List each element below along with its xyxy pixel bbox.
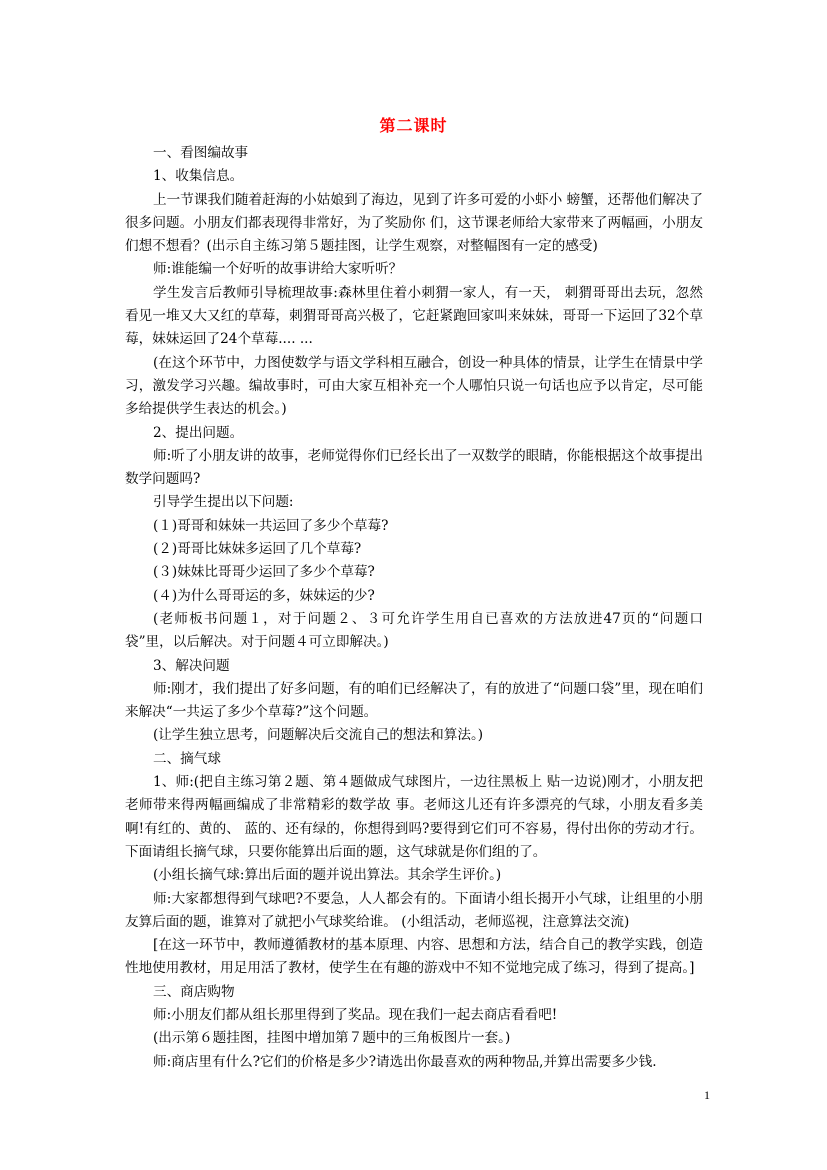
paragraph: (小组长摘气球:算出后面的题并说出算法。其余学生评价。) (153, 867, 502, 884)
paragraph: 上一节课我们随着赶海的小姑娘到了海边，见到了许多可爱的小虾小 螃蟹，还帮他们解决了很多问题。小朋友们都表现得非常好，为了奖励你 们，这节课老师给大家带来了两幅画，小朋友们想不想看？(出示自主练习第５题挂图，让学生观察，对整幅图有一定的感受) (125, 191, 703, 255)
paragraph: (在这个环节中，力图使数学与语文学科相互融合，创设一种具体的情景，让学生在情景中学习，激发学习兴趣。编故事时，可由大家互相补充一个人哪怕只说一句话也应予以肯定，尽可能多给提供学生表达的机会。) (125, 354, 703, 418)
paragraph: 学生发言后教师引导梳理故事:森林里住着小刺猬一家人，有一天， 刺猬哥哥出去玩，忽然看见一堆又大又红的草莓，刺猬哥哥高兴极了，它赶紧跑回家叫来妹妹，哥哥一下运回了32个草莓，妹妹运回了24个草莓.... ... (125, 284, 703, 348)
page-number: 1 (704, 1088, 710, 1102)
paragraph: 师:听了小朋友讲的故事，老师觉得你们已经长出了一双数学的眼睛，你能根据这个故事提出数学问题吗? (125, 447, 703, 488)
paragraph: 师:刚才，我们提出了好多问题，有的咱们已经解决了，有的放进了“问题口袋”里，现在咱们来解决“一共运了多少个草莓?”这个问题。 (125, 680, 703, 721)
paragraph: (出示第６题挂图，挂图中增加第７题中的三角板图片一套。) (153, 1030, 511, 1047)
question-item: (３)妹妹比哥哥少运回了多少个草莓? (153, 564, 375, 581)
subsection-heading: 2、提出问题。 (153, 424, 244, 441)
question-item: (２)哥哥比妹妹多运回了几个草莓? (153, 541, 362, 558)
paragraph: 师:大家都想得到气球吧?不要急，人人都会有的。下面请小组长揭开小气球，让组里的小朋友算后面的题，谁算对了就把小气球奖给谁。 (小组活动，老师巡视，注意算法交流) (125, 890, 703, 930)
paragraph: 1、师:(把自主练习第２题、第４题做成气球图片，一边往黑板上 贴一边说)刚才，小朋友把老师带来得两幅画编成了非常精彩的数学故 事。老师这儿还有许多漂亮的气球，小朋友看多美啊!有红的、黄的、 蓝的、还有绿的，你想得到吗?要得到它们可不容易，得付出你的劳动才行。下面请组长摘气球，只要你能算出后面的题，这气球就是你们组的了。 (125, 774, 703, 860)
subsection-heading: 1、收集信息。 (153, 168, 244, 185)
paragraph: 师:商店里有什么?它们的价格是多少?请选出你最喜欢的两种物品,并算出需要多少钱. (153, 1053, 657, 1070)
section-heading-3: 三、商店购物 (153, 983, 235, 1000)
paragraph: (老师板书问题１，对于问题２、３可允许学生用自已喜欢的方法放进47页的“问题口袋”里，以后解决。对于问题４可立即解决。) (125, 610, 703, 651)
paragraph: 引导学生提出以下问题: (153, 494, 294, 511)
question-item: (１)哥哥和妹妹一共运回了多少个草莓? (153, 517, 389, 534)
section-heading-1: 一、看图编故事 (153, 145, 249, 161)
question-item: (４)为什么哥哥运的多，妹妹运的少? (153, 587, 375, 604)
paragraph: 师:小朋友们都从组长那里得到了奖品。现在我们一起去商店看看吧! (153, 1006, 558, 1023)
document-body (125, 142, 703, 1074)
paragraph: [在这一环节中，教师遵循教材的基本原理、内容、思想和方法，结合自己的教学实践，创造性地使用教材，用足用活了教材，使学生在有趣的游戏中不知不觉地完成了练习，得到了提高。] (125, 937, 703, 977)
paragraph: (让学生独立思考，问题解决后交流自己的想法和算法。) (153, 727, 484, 744)
section-heading-2: 二、摘气球 (153, 750, 221, 767)
subsection-heading: 3、解决问题 (153, 657, 230, 674)
page-title: 第二课时 (379, 116, 448, 135)
paragraph: 师:谁能编一个好听的故事讲给大家听听？ (153, 261, 403, 278)
